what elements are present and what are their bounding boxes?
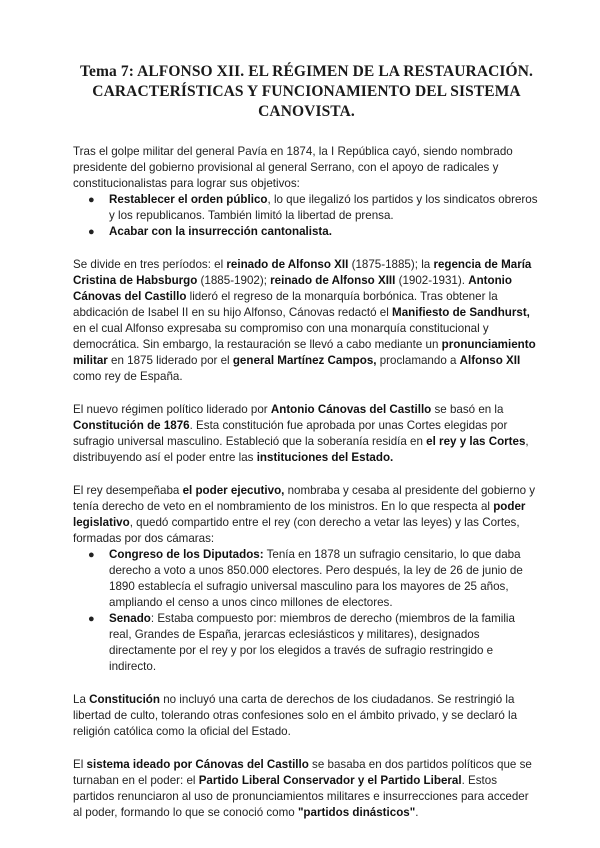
paragraph-periods: Se divide en tres períodos: el reinado de Alfonso XII (1875-1885); la regencia de María Cristina de Habsburgo (1885-1902); reinado de Alfonso XIII (1902-1931). Antonio Cánovas del Castillo lideró el regreso de la monarquía borbónica. Tras obtener la abdicación de Isabel II en su hijo Alfonso, Cánovas redactó el Manifiesto de Sandhurst, en el cual Alfonso expresaba su compromiso con una monarquía constitucional y democrática. Sin embargo, la restauración se llevó a cabo mediante un pronunciamiento militar en 1875 liderado por el general Martínez Campos, proclamando a Alfonso XII como rey de España. [73, 258, 536, 383]
page-title: Tema 7: ALFONSO XII. EL RÉGIMEN DE LA RESTAURACIÓN. CARACTERÍSTICAS Y FUNCIONAMIENTO DEL SISTEMA CANOVISTA. [80, 63, 533, 120]
paragraph-system: El sistema ideado por Cánovas del Castillo se basaba en dos partidos políticos que se turnaban en el poder: el Partido Liberal Conservador y el Partido Liberal. Estos partidos renunciaron al uso de pronunciamientos militares e insurrecciones para acceder al poder, formando lo que se conoció como "partidos dinásticos". [73, 758, 532, 819]
paragraph-intro: Tras el golpe militar del general Pavía en 1874, la I República cayó, siendo nombrado presidente del gobierno provisional al general Serrano, con el apoyo de radicales y constitucionalistas para lograr sus objetivos: [73, 145, 513, 190]
objectives-list [73, 192, 540, 240]
bullet-icon: ● [88, 613, 95, 625]
list-item: ● Restablecer el orden público, lo que ilegalizó los partidos y los sindicatos obreros y los republicanos. También limitó la libertad de prensa. [88, 193, 538, 222]
paragraph-regime: El nuevo régimen político liderado por Antonio Cánovas del Castillo se basó en la Constitución de 1876. Esta constitución fue aprobada por unas Cortes elegidas por sufragio universal masculino. Estableció que la soberanía residía en el rey y las Cortes, distribuyendo así el poder entre las instituciones del Estado. [73, 403, 529, 464]
paragraph-powers: El rey desempeñaba el poder ejecutivo, nombraba y cesaba al presidente del gobierno y tenía derecho de veto en el nombramiento de los ministros. En lo que respecta al poder legislativo, quedó compartido entre el rey (con derecho a vetar las leyes) y las Cortes, formadas por dos cámaras: [73, 484, 536, 545]
list-item: ● Senado: Estaba compuesto por: miembros de derecho (miembros de la familia real, Grandes de España, jerarcas eclesiásticos y militares), designados directamente por el rey y por los elegidos a través de sufragio restringido e indirecto. [88, 612, 515, 673]
paragraph-constitution: La Constitución no incluyó una carta de derechos de los ciudadanos. Se restringió la libertad de culto, tolerando otras confesiones solo en el ámbito privado, y se declaró la religión católica como la oficial del Estado. [73, 693, 518, 738]
bullet-icon: ● [88, 226, 95, 238]
bullet-icon: ● [88, 549, 95, 561]
list-item: ● Acabar con la insurrección cantonalista. [88, 225, 332, 238]
bullet-icon: ● [88, 194, 95, 206]
list-item: ● Congreso de los Diputados: Tenía en 1878 un sufragio censitario, lo que daba derecho a voto a unos 850.000 electores. Pero después, la ley de 26 de junio de 1890 establecía el sufragio universal masculino para los mayores de 25 años, ampliando el censo a unos cinco millones de electores. [88, 548, 523, 609]
chambers-list [73, 547, 540, 675]
